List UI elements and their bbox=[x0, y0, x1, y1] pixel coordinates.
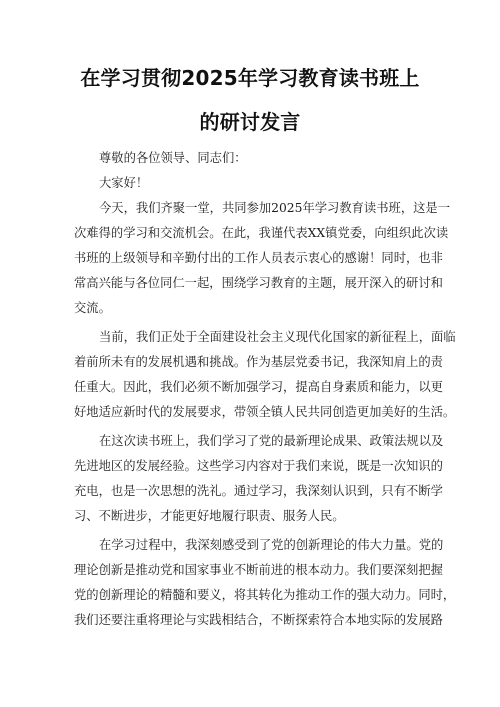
body-line-15: 习、不断进步，才能更好地履行职责、服务人民。 bbox=[74, 509, 345, 523]
body-line-5: 书班的上级领导和辛勤付出的工作人员表示衷心的感谢！同时，也非 bbox=[74, 251, 443, 265]
body-line-1: 尊敬的各位领导、同志们： bbox=[99, 151, 247, 165]
body-line-12: 在这次读书班上，我们学习了党的最新理论成果、政策法规以及 bbox=[99, 434, 444, 448]
body-line-8: 当前，我们正处于全面建设社会主义现代化国家的新征程上，面临 bbox=[99, 330, 456, 344]
document-title-line-2: 的研讨发言 bbox=[199, 110, 301, 134]
body-line-16: 在学习过程中，我深刻感受到了党的创新理论的伟大力量。党的 bbox=[99, 538, 444, 552]
body-line-2: 大家好！ bbox=[99, 176, 149, 190]
body-line-10: 任重大。因此，我们必须不断加强学习，提高自身素质和能力，以更 bbox=[74, 380, 443, 394]
body-line-6: 常高兴能与各位同仁一起，围绕学习教育的主题，展开深入的研讨和 bbox=[74, 276, 443, 290]
document-title-line-1: 在学习贯彻2025年学习教育读书班上 bbox=[80, 66, 420, 90]
body-line-4: 次难得的学习和交流机会。在此，我谨代表XX镇党委，向组织此次读 bbox=[74, 226, 449, 240]
body-line-9: 着前所未有的发展机遇和挑战。作为基层党委书记，我深知肩上的责 bbox=[74, 355, 443, 369]
body-line-14: 充电，也是一次思想的洗礼。通过学习，我深刻认识到，只有不断学 bbox=[74, 484, 443, 498]
body-line-13: 先进地区的发展经验。这些学习内容对于我们来说，既是一次知识的 bbox=[74, 459, 443, 473]
body-line-18: 党的创新理论的精髓和要义，将其转化为推动工作的强大动力。同时， bbox=[74, 588, 456, 602]
body-line-19: 我们还要注重将理论与实践相结合，不断探索符合本地实际的发展路 bbox=[74, 613, 443, 627]
body-line-7: 交流。 bbox=[74, 301, 111, 315]
body-line-11: 好地适应新时代的发展要求，带领全镇人民共同创造更加美好的生活。 bbox=[74, 405, 456, 419]
body-line-17: 理论创新是推动党和国家事业不断前进的根本动力。我们要深刻把握 bbox=[74, 563, 443, 577]
body-line-3: 今天，我们齐聚一堂，共同参加2025年学习教育读书班，这是一 bbox=[99, 201, 451, 215]
